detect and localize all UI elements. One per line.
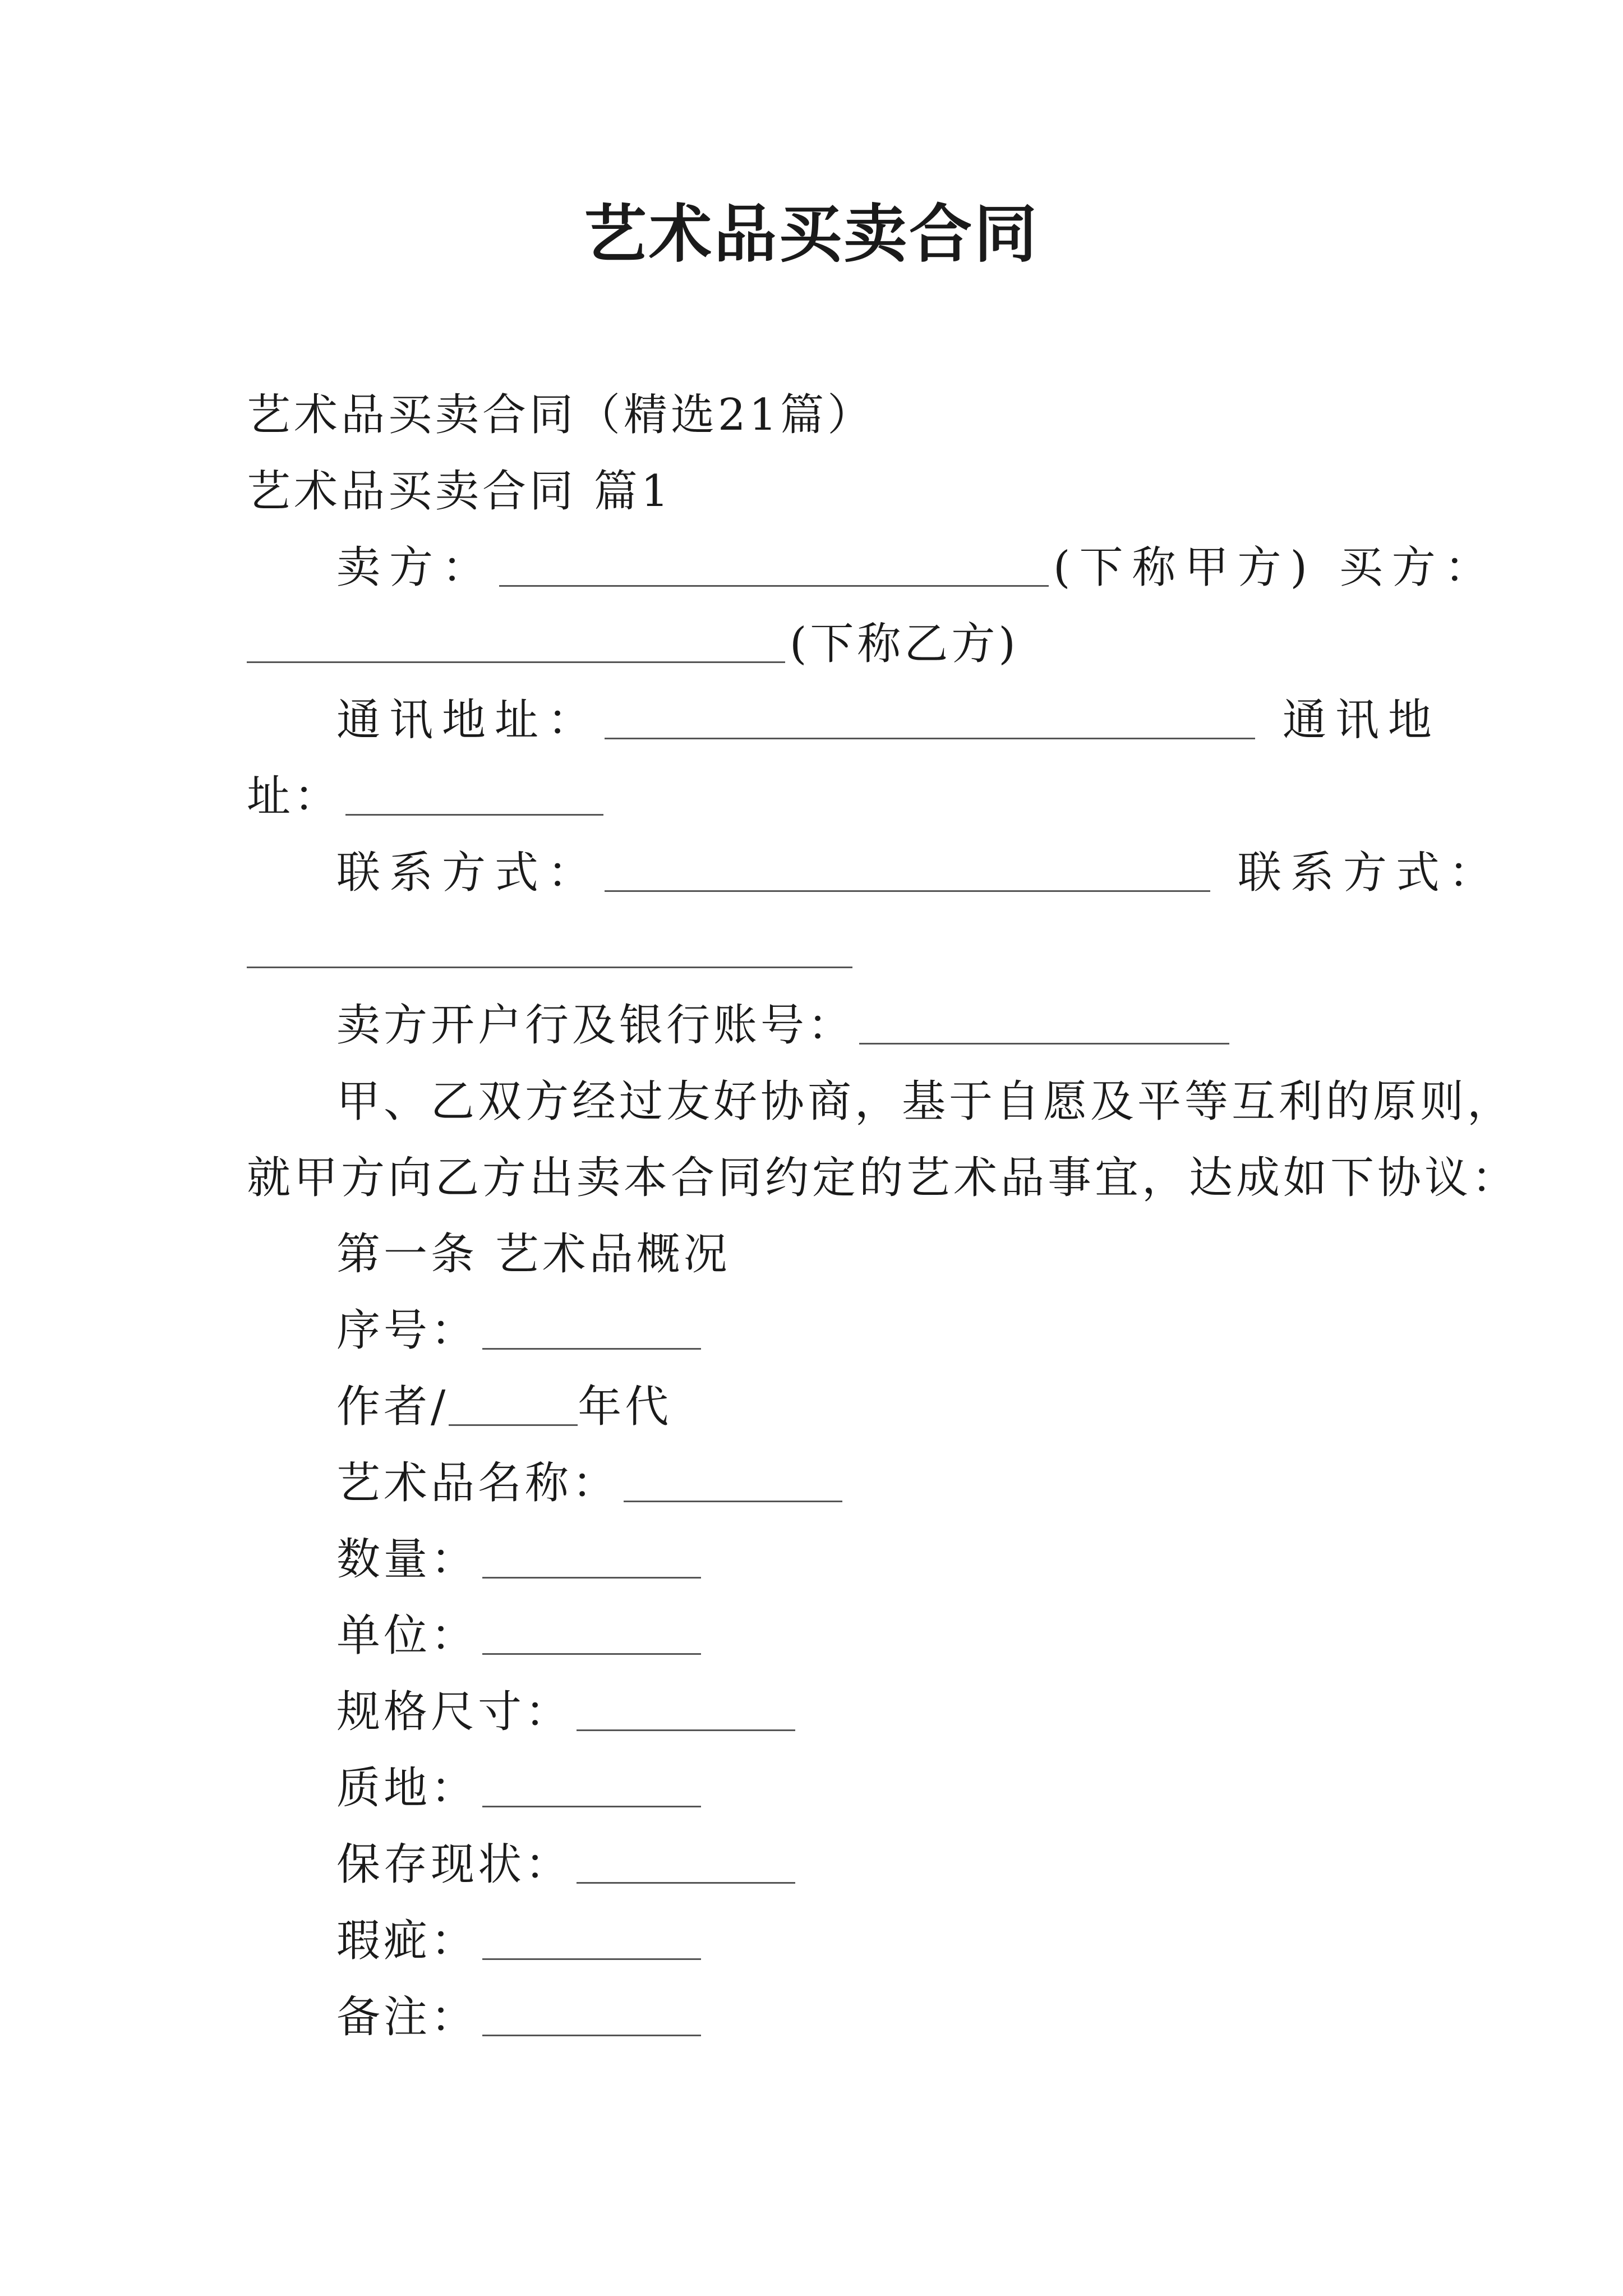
intro-line-2 (247, 1139, 1519, 1217)
unit-label: 单位： (336, 1611, 478, 1661)
serial-blank[interactable] (482, 1312, 701, 1350)
serial-label: 序号： (336, 1305, 478, 1356)
field-serial (336, 1291, 706, 1370)
seller-label: 卖方： (336, 542, 495, 593)
field-author (336, 1368, 672, 1446)
field-size (336, 1673, 800, 1751)
flaw-blank[interactable] (482, 1922, 701, 1960)
field-material (336, 1749, 706, 1828)
address-line-2 (247, 757, 608, 836)
buyer-name-blank[interactable] (247, 625, 785, 663)
material-label: 质地： (336, 1763, 478, 1814)
article-1-text: 第一条 艺术品概况 (336, 1229, 731, 1280)
seller-suffix: (下称甲方) (1053, 542, 1316, 593)
seller-contact-label: 联系方式： (336, 848, 601, 898)
seller-contact-blank[interactable] (605, 854, 1210, 892)
address-line (336, 681, 1441, 760)
buyer-address-label: 通讯地 (1282, 695, 1441, 746)
field-name (336, 1444, 847, 1522)
condition-label: 保存现状： (336, 1839, 573, 1890)
era-label: 年代 (578, 1382, 672, 1432)
artwork-name-blank[interactable] (624, 1465, 842, 1502)
flaw-label: 瑕疵： (336, 1916, 478, 1966)
buyer-address-label-cont: 址： (247, 771, 342, 822)
remark-blank[interactable] (482, 1999, 701, 2036)
buyer-contact-label: 联系方式： (1237, 848, 1501, 898)
intro-text-2: 就甲方向乙方出卖本合同约定的艺术品事宜，达成如下协议： (247, 1153, 1519, 1203)
seller-buyer-line (336, 528, 1497, 607)
buyer-contact-blank[interactable] (247, 931, 852, 968)
subtitle-text: 艺术品买卖合同（精选21篇） (247, 390, 875, 440)
remark-label: 备注： (336, 1992, 478, 2042)
contact-line-2 (247, 910, 857, 988)
contact-line (336, 834, 1501, 912)
buyer-address-blank[interactable] (345, 778, 603, 816)
section-heading-text: 艺术品买卖合同 篇1 (247, 466, 672, 517)
bank-label: 卖方开户行及银行账号： (336, 1000, 855, 1051)
field-remark (336, 1978, 706, 2056)
field-condition (336, 1825, 800, 1904)
address-label: 通讯地址： (336, 695, 601, 746)
material-blank[interactable] (482, 1770, 701, 1807)
field-unit (336, 1596, 706, 1675)
author-label: 作者/ (336, 1382, 449, 1432)
bank-account-blank[interactable] (859, 1007, 1229, 1045)
section-heading (247, 452, 672, 531)
field-flaw (336, 1902, 706, 1980)
quantity-label: 数量： (336, 1534, 478, 1585)
unit-blank[interactable] (482, 1617, 701, 1655)
buyer-suffix: (下称乙方) (790, 619, 1019, 669)
seller-address-blank[interactable] (605, 702, 1255, 739)
document-subtitle (247, 376, 874, 454)
author-blank[interactable] (449, 1388, 578, 1426)
artwork-name-label: 艺术品名称： (336, 1458, 620, 1508)
buyer-label: 买方： (1339, 542, 1497, 593)
intro-text-1: 甲、乙双方经过友好协商，基于自愿及平等互利的原则， (336, 1076, 1515, 1127)
buyer-line (247, 605, 1019, 683)
size-label: 规格尺寸： (336, 1687, 573, 1737)
quantity-blank[interactable] (482, 1541, 701, 1579)
condition-blank[interactable] (577, 1846, 795, 1884)
seller-name-blank[interactable] (499, 549, 1049, 587)
article-1-heading (336, 1215, 731, 1294)
bank-line (336, 986, 1234, 1065)
size-blank[interactable] (577, 1694, 795, 1731)
field-quantity (336, 1520, 706, 1599)
intro-line-1 (336, 1062, 1514, 1141)
document-title: 艺术品买卖合同 (584, 197, 1039, 271)
